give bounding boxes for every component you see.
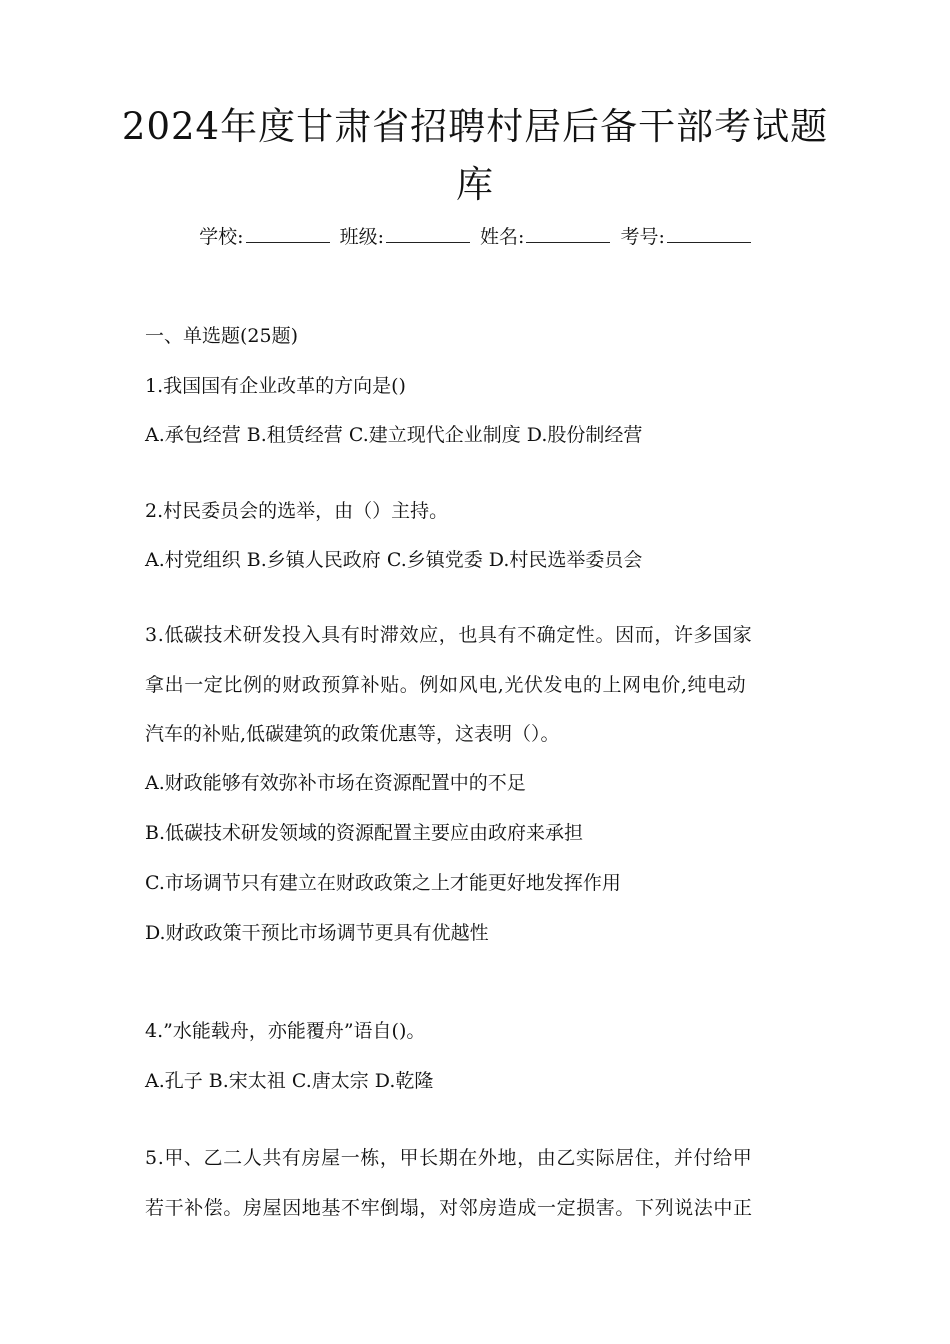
question-1: 1.我国国有企业改革的方向是(): [145, 375, 406, 397]
question-2-options: A.村党组织 B.乡镇人民政府 C.乡镇党委 D.村民选举委员会: [145, 549, 643, 571]
name-field: [480, 226, 610, 248]
question-3-option-b: B.低碳技术研发领域的资源配置主要应由政府来承担: [145, 822, 584, 844]
question-5-line-1: 5.甲、乙二人共有房屋一栋，甲长期在外地，由乙实际居住，并付给甲: [145, 1147, 753, 1169]
question-3-line-3: 汽车的补贴,低碳建筑的政策优惠等，这表明（）。: [145, 723, 560, 745]
question-3-option-a: A.财政能够有效弥补市场在资源配置中的不足: [145, 772, 526, 794]
school-label: 学校:: [199, 226, 244, 248]
student-info-row: [0, 222, 950, 252]
school-field: [199, 226, 329, 248]
name-label: 姓名:: [480, 226, 525, 248]
document-title: [95, 98, 855, 214]
class-field: [340, 226, 470, 248]
question-1-options: A.承包经营 B.租赁经营 C.建立现代企业制度 D.股份制经营: [145, 424, 643, 446]
question-5-line-2: 若干补偿。房屋因地基不牢倒塌，对邻房造成一定损害。下列说法中正: [145, 1197, 753, 1219]
name-blank[interactable]: [526, 222, 610, 243]
title-line-2: 库: [456, 163, 494, 206]
question-4: 4.”水能载舟，亦能覆舟”语自()。: [145, 1020, 426, 1042]
question-3-option-c: C.市场调节只有建立在财政政策之上才能更好地发挥作用: [145, 872, 621, 894]
question-3-line-1: 3.低碳技术研发投入具有时滞效应，也具有不确定性。因而，许多国家: [145, 624, 753, 646]
class-blank[interactable]: [386, 222, 470, 243]
section-heading: 一、单选题(25题): [145, 325, 299, 347]
question-4-options: A.孔子 B.宋太祖 C.唐太宗 D.乾隆: [145, 1070, 434, 1092]
question-2: 2.村民委员会的选举，由（）主持。: [145, 500, 449, 522]
question-3-option-d: D.财政政策干预比市场调节更具有优越性: [145, 922, 489, 944]
class-label: 班级:: [339, 226, 384, 248]
title-line-1: 2024年度甘肃省招聘村居后备干部考试题: [121, 105, 829, 148]
school-blank[interactable]: [246, 222, 330, 243]
exam-number-blank[interactable]: [667, 222, 751, 243]
question-3-line-2: 拿出一定比例的财政预算补贴。例如风电,光伏发电的上网电价,纯电动: [145, 674, 747, 696]
exam-number-field: [620, 226, 750, 248]
exam-number-label: 考号:: [620, 226, 665, 248]
